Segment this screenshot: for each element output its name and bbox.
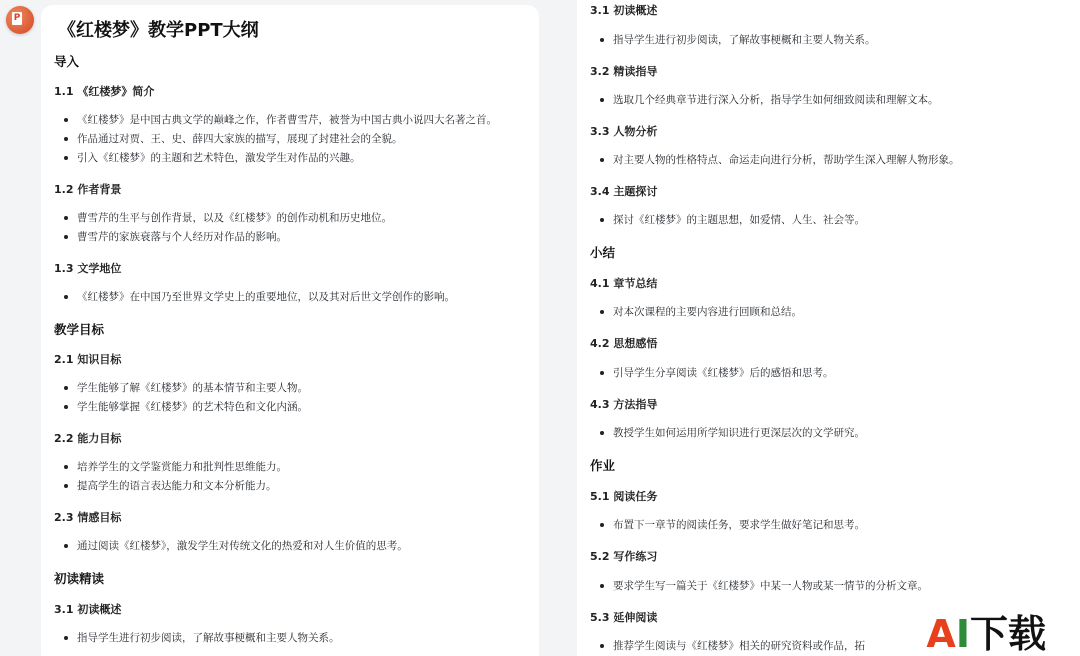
list-item: 学生能够了解《红楼梦》的基本情节和主要人物。 (77, 382, 308, 394)
subsection-title-2-1: 2.1 知识目标 (54, 353, 122, 366)
watermark-logo (926, 612, 1046, 656)
section-heading-homework: 作业 (590, 458, 616, 473)
subsection-title-1-3: 1.3 文学地位 (54, 262, 122, 275)
list-item: 曹雪芹的家族衰落与个人经历对作品的影响。 (77, 231, 287, 243)
list-item: 选取几个经典章节进行深入分析，指导学生如何细致阅读和理解文本。 (613, 94, 939, 106)
list-item: 推荐学生阅读与《红楼梦》相关的研究资料或作品，拓 (613, 640, 865, 652)
subsection-title-4-2: 4.2 思想感悟 (590, 337, 658, 350)
subsection-title-3-4: 3.4 主题探讨 (590, 185, 658, 198)
list-item: 探讨《红楼梦》的主题思想，如爱情、人生、社会等。 (613, 214, 865, 226)
section-heading-summary: 小结 (590, 245, 616, 260)
watermark-letter-i: I (955, 612, 970, 656)
list-item: 《红楼梦》在中国乃至世界文学史上的重要地位，以及其对后世文学创作的影响。 (77, 291, 455, 303)
list-item: 对主要人物的性格特点、命运走向进行分析，帮助学生深入理解人物形象。 (613, 154, 960, 166)
list-item: 学生能够掌握《红楼梦》的艺术特色和文化内涵。 (77, 401, 308, 413)
list-item: 对本次课程的主要内容进行回顾和总结。 (613, 306, 802, 318)
subsection-title-4-3: 4.3 方法指导 (590, 398, 658, 411)
subsection-title-3-1: 3.1 初读概述 (590, 4, 658, 17)
subsection-title-1-1: 1.1 《红楼梦》简介 (54, 85, 155, 98)
subsection-title-3-2: 3.2 精读指导 (590, 65, 658, 78)
powerpoint-icon: P (6, 6, 34, 34)
list-item: 指导学生进行初步阅读，了解故事梗概和主要人物关系。 (613, 34, 876, 46)
subsection-title-5-3: 5.3 延伸阅读 (590, 611, 658, 624)
list-item: 引入《红楼梦》的主题和艺术特色，激发学生对作品的兴趣。 (77, 152, 361, 164)
subsection-title-3-3: 3.3 人物分析 (590, 125, 658, 138)
list-item: 指导学生进行初步阅读，了解故事梗概和主要人物关系。 (77, 632, 340, 644)
list-item: 培养学生的文学鉴赏能力和批判性思维能力。 (77, 461, 287, 473)
list-item: 布置下一章节的阅读任务，要求学生做好笔记和思考。 (613, 519, 865, 531)
subsection-title-3-1: 3.1 初读概述 (54, 603, 122, 616)
list-item: 引导学生分享阅读《红楼梦》后的感悟和思考。 (613, 367, 834, 379)
list-item: 《红楼梦》是中国古典文学的巅峰之作，作者曹雪芹，被誉为中国古典小说四大名著之首。 (77, 114, 497, 126)
subsection-title-2-3: 2.3 情感目标 (54, 511, 122, 524)
section-heading-intro: 导入 (54, 54, 80, 69)
list-item: 教授学生如何运用所学知识进行更深层次的文学研究。 (613, 427, 865, 439)
section-heading-reading: 初读精读 (54, 571, 105, 586)
subsection-title-2-2: 2.2 能力目标 (54, 432, 122, 445)
watermark-text: 下载 (969, 612, 1046, 656)
document-title: 《红楼梦》教学PPT大纲 (58, 20, 259, 41)
list-item: 要求学生写一篇关于《红楼梦》中某一人物或某一情节的分析文章。 (613, 580, 928, 592)
list-item: 通过阅读《红楼梦》，激发学生对传统文化的热爱和对人生价值的思考。 (77, 540, 408, 552)
watermark-letter-a: A (926, 612, 956, 656)
list-item: 作品通过对贾、王、史、薛四大家族的描写，展现了封建社会的全貌。 (77, 133, 403, 145)
subsection-title-1-2: 1.2 作者背景 (54, 183, 122, 196)
list-item: 曹雪芹的生平与创作背景，以及《红楼梦》的创作动机和历史地位。 (77, 212, 392, 224)
subsection-title-4-1: 4.1 章节总结 (590, 277, 658, 290)
subsection-title-5-1: 5.1 阅读任务 (590, 490, 658, 503)
list-item: 提高学生的语言表达能力和文本分析能力。 (77, 480, 277, 492)
section-heading-goals: 教学目标 (54, 322, 105, 337)
outline-card-left (41, 5, 539, 656)
subsection-title-5-2: 5.2 写作练习 (590, 550, 658, 563)
